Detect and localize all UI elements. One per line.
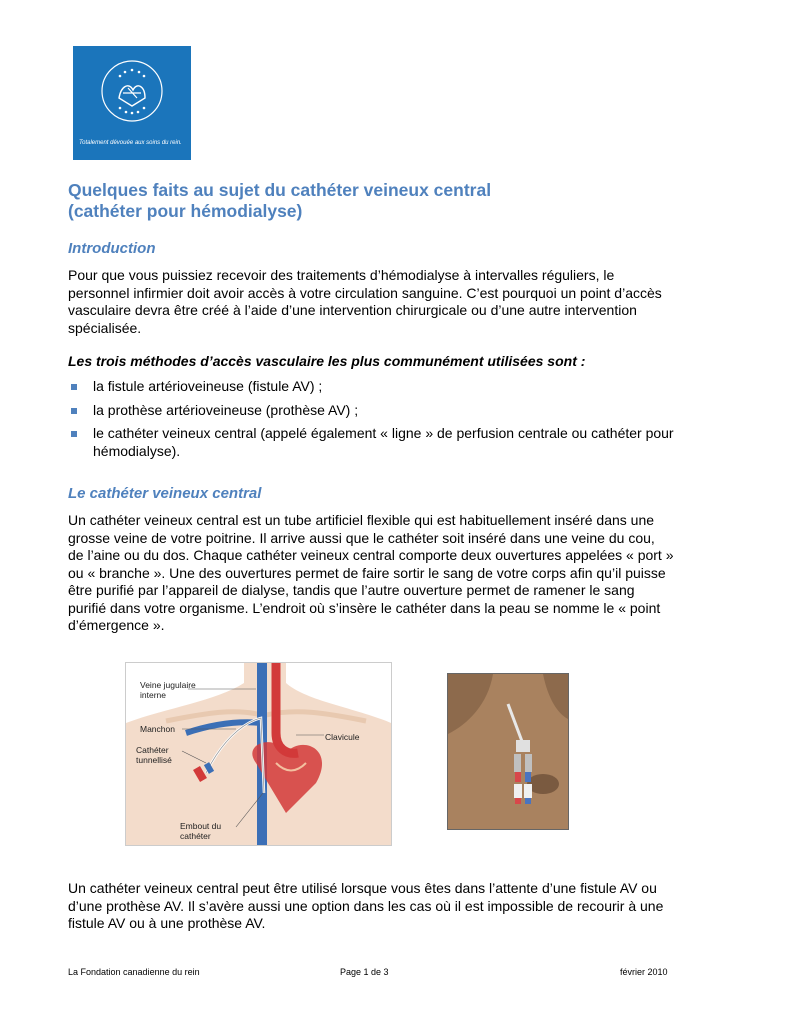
paragraph-line: personnel infirmier doit avoir accès à votre circulation sanguine. C’est pourquoi un point d’accès	[68, 284, 662, 301]
methods-list	[68, 378, 708, 466]
label-jugular: Veine jugulaire interne	[140, 680, 196, 700]
list-item-text: hémodialyse).	[93, 442, 181, 459]
page-title	[68, 180, 491, 222]
intro-paragraph	[68, 267, 688, 337]
paragraph-line: fistule AV ou à une prothèse AV.	[68, 915, 266, 931]
paragraph-line: Pour que vous puissiez recevoir des traitements d’hémodialyse à intervalles réguliers, le	[68, 267, 615, 283]
foundation-logo	[73, 46, 191, 160]
square-bullet-icon	[71, 384, 77, 390]
title-line: Quelques faits au sujet du cathéter veineux central	[68, 180, 492, 200]
list-item	[68, 402, 708, 420]
methods-lead: Les trois méthodes d’accès vasculaire les plus communément utilisées sont :	[68, 353, 586, 369]
paragraph-line: d’une prothèse AV. Il s’avère aussi une option dans les cas où il est impossible de recourir à une	[68, 897, 664, 914]
footer-date: février 2010	[620, 967, 668, 977]
cvc-paragraph	[68, 512, 688, 635]
square-bullet-icon	[71, 431, 77, 437]
title-line: (cathéter pour hémodialyse)	[68, 201, 303, 221]
label-catheter-tip: Embout du cathéter	[180, 821, 222, 841]
footer-page-number: Page 1 de 3	[340, 967, 389, 977]
logo-tagline: Totalement dévouée aux soins du rein.	[79, 140, 182, 146]
closing-paragraph	[68, 880, 688, 933]
label-clavicle: Clavicule	[325, 732, 360, 742]
list-item-text: la prothèse artérioveineuse (prothèse AV) ;	[93, 401, 359, 418]
paragraph-line: spécialisée.	[68, 319, 142, 336]
catheter-diagram	[125, 662, 392, 846]
paragraph-line: Un cathéter veineux central est un tube artificiel flexible qui est habituellement inséré dans une	[68, 512, 655, 528]
cvc-heading: Le cathéter veineux central	[68, 485, 262, 502]
list-item	[68, 425, 708, 460]
paragraph-line: d’émergence ».	[68, 617, 165, 633]
intro-heading: Introduction	[68, 240, 156, 257]
chest-catheter-photo-illustration	[448, 674, 568, 829]
paragraph-line: ou « branche ». Une des ouvertures permet de faire sortir le sang de votre corps afin qu’il puisse	[68, 564, 666, 581]
label-cuff: Manchon	[140, 724, 175, 734]
square-bullet-icon	[71, 408, 77, 414]
paragraph-line: être purifié par l’appareil de dialyse, tandis que l’autre ouverture permet de ramener le sang	[68, 582, 635, 598]
list-item-text: la fistule artérioveineuse (fistule AV) ;	[93, 378, 323, 394]
paragraph-line: purifié dans votre organisme. L’endroit où s’insère le cathéter dans la peau se nomme le « point	[68, 599, 661, 616]
list-item-text: le cathéter veineux central (appelé également « ligne » de perfusion centrale ou cathéter pour	[93, 425, 674, 441]
paragraph-line: grosse veine de votre poitrine. Il arrive aussi que le cathéter soit inséré dans une veine du cou,	[68, 529, 655, 546]
footer-org: La Fondation canadienne du rein	[68, 967, 200, 977]
paragraph-line: de l’aine ou du dos. Chaque cathéter veineux central comporte deux ouvertures appelées « port »	[68, 547, 674, 563]
label-tunneled-catheter: Cathéter tunnellisé	[136, 745, 172, 765]
paragraph-line: vasculaire devra être créé à l’aide d’une intervention chirurgicale ou d’une autre intervention	[68, 302, 637, 318]
paragraph-line: Un cathéter veineux central peut être utilisé lorsque vous êtes dans l’attente d’une fistule AV ou	[68, 880, 657, 896]
list-item	[68, 378, 708, 396]
catheter-photo	[447, 673, 569, 830]
